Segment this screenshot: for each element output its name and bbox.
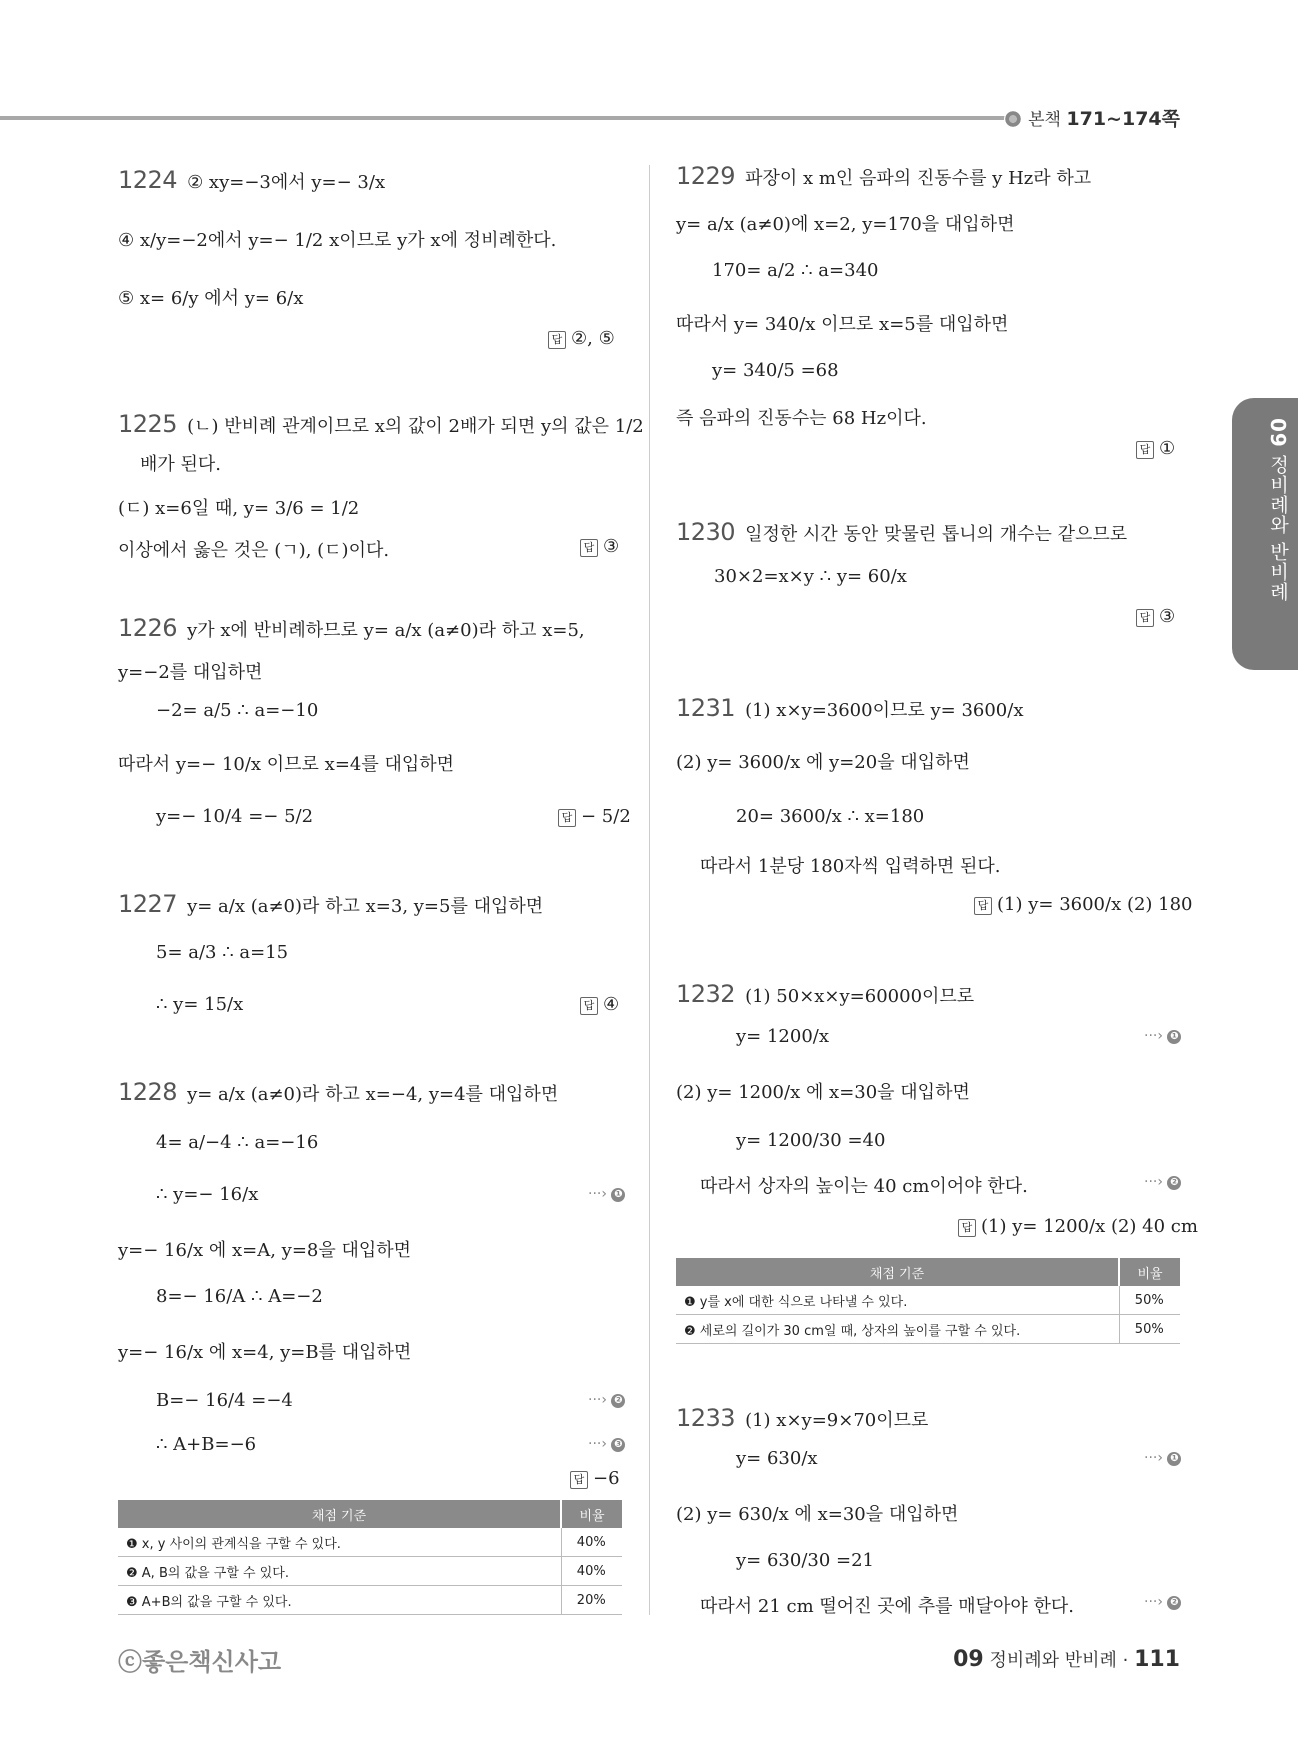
table-row: ❶ y를 x에 대한 식으로 나타낼 수 있다. 50% [676, 1286, 1180, 1315]
page-footer: 09 정비례와 반비례 · 111 [953, 1647, 1180, 1672]
scoring-table: 채점 기준 비율 ❶ y를 x에 대한 식으로 나타낼 수 있다. 50% ❷ 세로의 길이가 30 cm일 때, 상자의 높이를 구할 수 있다. 50% [676, 1258, 1180, 1344]
answer: 답 ②, ⑤ [548, 328, 615, 349]
table-row: ❸ A+B의 값을 구할 수 있다. 20% [118, 1586, 622, 1615]
answer: 답 (1) y= 1200/x (2) 40 cm [958, 1216, 1198, 1237]
answer-mark-icon: 답 [570, 1471, 588, 1489]
problem-number: 1232 [676, 980, 736, 1008]
answer-mark-icon: 답 [580, 539, 598, 557]
problem-number: 1228 [118, 1078, 178, 1106]
answer: 답 −6 [570, 1468, 620, 1489]
problem-number: 1227 [118, 890, 178, 918]
publisher-logo: ⓒ좋은책신사고 [118, 1648, 282, 1676]
problem-number: 1226 [118, 614, 178, 642]
table-row: ❶ x, y 사이의 관계식을 구할 수 있다. 40% [118, 1528, 622, 1557]
answer: 답 ③ [580, 536, 619, 557]
answer-mark-icon: 답 [1136, 609, 1154, 627]
page-reference: 본책 171~174쪽 [1004, 104, 1180, 131]
scoring-step-marker: ···› ❶ [588, 1186, 625, 1202]
scoring-step-marker: ···› ❶ [1144, 1450, 1181, 1466]
table-row: ❷ A, B의 값을 구할 수 있다. 40% [118, 1557, 622, 1586]
answer-mark-icon: 답 [1136, 441, 1154, 459]
answer: 답 − 5/2 [558, 806, 631, 827]
problem-number: 1225 [118, 410, 178, 438]
scoring-table: 채점 기준 비율 ❶ x, y 사이의 관계식을 구할 수 있다. 40% ❷ A, B의 값을 구할 수 있다. 40% ❸ A+B의 값을 구할 수 있다. 20% [118, 1500, 622, 1615]
scoring-step-marker: ···› ❷ [1144, 1594, 1181, 1610]
answer-mark-icon: 답 [548, 331, 566, 349]
answer: 답 ③ [1136, 606, 1175, 627]
page-number: 111 [1134, 1647, 1180, 1672]
scoring-step-marker: ···› ❶ [1144, 1028, 1181, 1044]
problem-number: 1230 [676, 518, 736, 546]
table-row: ❷ 세로의 길이가 30 cm일 때, 상자의 높이를 구할 수 있다. 50% [676, 1315, 1180, 1344]
problem-number: 1233 [676, 1404, 736, 1432]
answer-mark-icon: 답 [580, 997, 598, 1015]
answer: 답 ④ [580, 994, 619, 1015]
answer-mark-icon: 답 [558, 809, 576, 827]
scoring-step-marker: ···› ❷ [1144, 1174, 1181, 1190]
answer: 답 ① [1136, 438, 1175, 459]
answer-mark-icon: 답 [974, 897, 992, 915]
problem-number: 1231 [676, 694, 736, 722]
chapter-side-tab-label: 09 정비례와 반비례 [1266, 418, 1290, 602]
scoring-step-marker: ···› ❸ [588, 1436, 625, 1452]
scoring-step-marker: ···› ❷ [588, 1392, 625, 1408]
flower-icon [1004, 110, 1022, 128]
column-divider [649, 165, 650, 1615]
problem-number: 1229 [676, 162, 736, 190]
answer-mark-icon: 답 [958, 1219, 976, 1237]
problem-number: 1224 [118, 166, 178, 194]
header-rule [0, 116, 1020, 120]
answer: 답 (1) y= 3600/x (2) 180 [974, 894, 1193, 915]
